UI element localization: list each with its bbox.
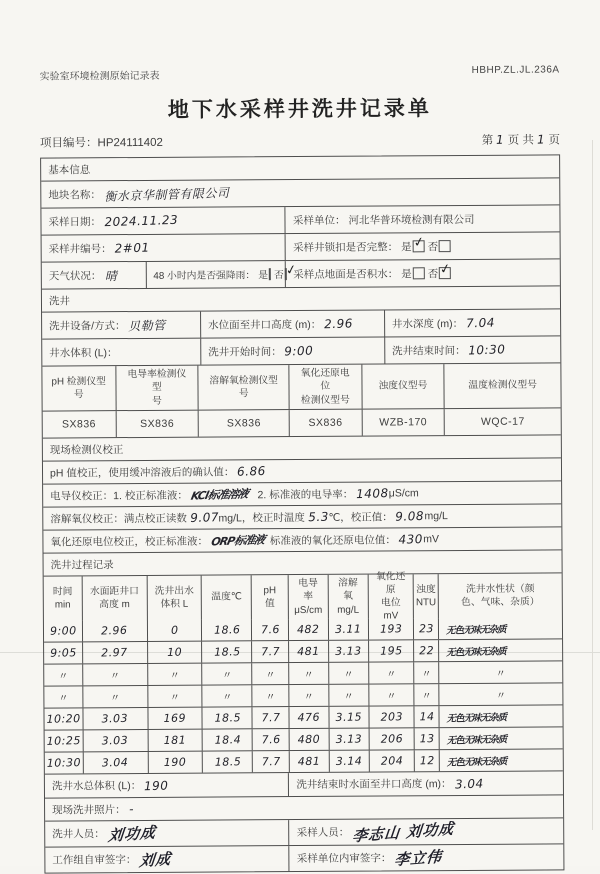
process-cell: 〃 [438,661,562,683]
rain-no-checkbox: ✓ [285,268,287,280]
page-total: 1 [536,132,546,147]
process-table-row [44,704,562,729]
project-number-label: 项目编号： [39,137,98,150]
rain-yes-checkbox [269,268,271,280]
process-cell: 13 [414,728,439,749]
instrument-model-value: SX836 [115,411,198,438]
process-header-cell: 洗井出水 体积 L [146,576,201,620]
sampler-signature: 李志山 刘功成 [351,819,456,846]
process-header-cell: 电导率 μS/cm [288,575,328,619]
process-cell: 193 [368,618,414,639]
process-cell: 480 [289,729,329,750]
process-cell: 0 [146,620,201,641]
lock-cell: 采样井锁扣是否完整： 是 ✓ 否 [285,232,560,260]
weather-row [42,258,560,288]
wash-section-row [42,285,560,311]
process-cell: 18.4 [202,729,252,750]
device-value: 贝勒管 [128,317,167,334]
self-review-signature: 刘成 [138,849,173,871]
well-no-cell: 采样井编号： 2#01 [48,240,150,256]
photo-value: - [128,801,134,817]
ph-calibration-row: pH 值校正，使用缓冲溶液后的确认值： 6.86 [43,457,561,483]
instrument-model-value: WZB-170 [361,409,444,436]
instrument-header-row [42,362,560,410]
project-row [40,131,560,150]
page-number: 1 [496,132,505,147]
record-form-label: 实验室环境检测原始记录表 [39,70,160,83]
form-title: 地下水采样井洗井记录单 [167,96,432,122]
process-cell: 3.15 [328,707,368,728]
process-cell: 3.04 [83,752,148,773]
end-time-value: 10:30 [468,342,506,358]
process-cell: 10:20 [46,712,81,726]
do-calibration-row: 溶解氧仪校正：满点校正读数 9.07 mg/L，校正时温度 5.3 ℃，校正值： 9.08 mg/L [43,503,561,529]
process-cell: 181 [147,730,202,751]
process-cell: 195 [368,640,414,661]
orp-value: 430 [398,531,424,547]
wash-section-title: 洗井 [48,294,71,308]
process-cell: 〃 [202,663,252,684]
process-cell: 2.96 [82,620,147,641]
doc-code: HBHP.ZL.JL.236A [471,64,560,76]
process-cell: 7.7 [251,641,288,662]
process-cell: 3.13 [328,729,368,750]
process-cell: 3.13 [328,641,368,662]
internal-review-cell: 采样单位内审签字： 李立伟 [289,844,564,871]
process-cell: 〃 [82,664,147,685]
process-cell: 无色无味无杂质 [439,727,563,749]
process-cell: 18.5 [202,751,252,772]
weather-cell: 天气状况： 晴 [48,268,118,283]
process-section-title: 洗井过程记录 [50,558,114,572]
internal-review-signature: 李立伟 [393,847,444,870]
self-review-cell: 工作组自审签字： 刘成 [45,846,289,872]
end-level-cell: 洗井结束时水面至井口高度 (m)： 3.04 [288,771,563,796]
rain-cell: 48 小时内是否强降雨： 是 否 ✓ [145,261,285,288]
water-level-value: 2.96 [324,316,354,332]
volume-times-row [42,335,560,365]
process-cell: 7.6 [252,729,289,750]
calibration-section-title: 现场检测仪校正 [49,443,124,457]
process-header-cell: 温度℃ [201,575,251,619]
lock-yes-checkbox: ✓ [413,240,425,252]
sample-date-value: 2024.11.23 [103,212,178,230]
orp-calibration-row: 氧化还原电位校正，校正标准液： ORP标准液 标准液的氧化还原电位值： 430 mV [43,526,561,552]
date-org-row [41,204,559,234]
process-cell: 18.5 [202,641,252,662]
process-cell: 476 [288,707,328,728]
process-cell: 〃 [82,686,147,707]
process-cell: 9:05 [49,646,77,660]
process-cell: 9:00 [49,624,77,638]
sampler-cell: 采样人员： 李志山 刘功成 [289,818,564,845]
signature-row [45,843,563,872]
do-reading-value: 9.07 [189,510,219,526]
process-cell: 〃 [202,685,252,706]
process-header-cell: pH 值 [251,575,288,619]
lock-no-checkbox [439,240,451,252]
ponding-no-checkbox: ✓ [439,267,451,279]
process-cell: 〃 [288,685,328,706]
process-header-cell: 溶解氧 mg/L [327,575,367,619]
instrument-model-row [43,407,561,437]
process-cell: 〃 [368,684,414,705]
well-volume-cell: 井水体积 (L)： [49,346,118,360]
process-cell: 204 [368,750,414,771]
process-header-cell: 水面距井口 高度 m [81,576,146,620]
process-cell: 无色无味无杂质 [439,705,563,727]
weather-value: 晴 [104,268,118,283]
ponding-yes-checkbox [413,267,425,279]
scan-edge-line [592,140,593,830]
ph-calibration-value: 6.86 [237,463,267,479]
start-time-cell: 洗井开始时间： 9:00 [200,337,384,364]
process-cell: 3.14 [329,751,369,772]
orp-standard-value: ORP标准液 [209,533,266,549]
process-cell: 169 [147,708,202,729]
process-cell: 〃 [147,686,202,707]
process-cell: 3.03 [82,708,147,729]
start-time-value: 9:00 [284,343,314,359]
process-cell: 2.97 [82,642,147,663]
process-cell: 206 [368,728,414,749]
process-cell: 〃 [252,685,289,706]
process-table-header [44,572,562,620]
process-cell: 无色无味无杂质 [438,617,562,639]
totals-row [45,770,563,797]
process-cell: 481 [289,751,329,772]
process-cell: 3.11 [328,619,368,640]
process-cell: 7.7 [252,751,289,772]
process-header-cell: 洗井水性状（颜 色、气味、杂质） [438,573,562,618]
washer-signature: 刘功成 [106,823,157,845]
sample-org-value: 河北华普环境检测有限公司 [348,213,475,227]
process-cell: 190 [147,752,202,773]
water-level-cell: 水位面至井口高度 (m)： 2.96 [200,310,384,337]
instrument-model-value: WQC-17 [444,408,561,435]
end-level-value: 3.04 [454,776,484,791]
instrument-header-cell: 浊度仪型号 [361,364,444,409]
process-table-body [44,617,563,773]
process-cell: 18.5 [202,707,252,728]
do-calibration-value: 9.08 [395,508,425,524]
instrument-header-cell: 电导率检测仪型 号 [115,366,198,411]
well-depth-cell: 井水深度 (m)： 7.04 [384,309,560,336]
process-cell: 〃 [368,662,414,683]
process-cell: 203 [368,706,414,727]
wellno-lock-row [42,231,560,261]
process-cell: 〃 [288,663,328,684]
do-temp-value: 5.3 [307,509,329,525]
total-volume-cell: 洗井水总体积 (L)： 190 [51,778,169,793]
process-table-row [45,726,563,751]
process-cell: 无色无味无杂质 [438,639,562,661]
end-time-cell: 洗井结束时间： 10:30 [384,336,560,363]
well-no-value: 2#01 [114,240,150,256]
process-cell: 〃 [251,663,288,684]
process-cell: 22 [413,640,438,661]
form-table [40,154,564,873]
instrument-model-value: SX836 [289,410,362,436]
process-cell: 〃 [328,685,368,706]
process-cell: 〃 [147,664,202,685]
process-cell: 7.6 [251,619,288,640]
process-table-row [44,638,562,663]
process-cell: 12 [414,750,439,771]
photo-row [45,794,563,820]
process-cell: 〃 [328,663,368,684]
process-table-row [45,748,563,773]
process-cell: 481 [288,641,328,662]
instrument-model-value: SX836 [61,418,97,431]
total-volume-value: 190 [143,778,169,793]
instrument-header-cell: 氧化还原电位 检测仪型号 [288,365,361,409]
instrument-header-cell: 温度检测仪型号 [444,363,561,408]
basic-info-section-title: 基本信息 [48,163,91,177]
process-table-row [44,682,562,707]
process-section-row [44,549,562,575]
process-header-cell: 氧化还原 电位 mV [367,574,413,618]
washer-cell: 洗井人员： 刘功成 [45,820,289,846]
basic-info-section-row [41,155,559,180]
document-header [40,64,560,82]
page-indicator: 第 1 页 共 1 页 [481,132,561,147]
photo-cell: 现场洗井照片： - [52,801,134,817]
conductivity-standard-value: KCl标准溶液 [189,487,249,503]
ponding-cell: 采样点地面是否积水： 是 否 ✓ [285,259,560,287]
process-cell: 〃 [58,693,69,705]
process-header-cell: 浊度 NTU [413,574,438,618]
process-cell: 〃 [413,662,438,683]
process-table-row [44,660,562,685]
sample-date-cell: 采样日期： 2024.11.23 [48,212,178,230]
conductivity-value: 1408 [355,486,389,502]
site-name-cell: 地块名称： 衡水京华制管有限公司 [48,185,230,204]
project-number-value: HP24111402 [97,136,163,150]
calibration-section-row [43,434,561,460]
process-cell: 10:30 [46,756,81,770]
sample-org-cell: 采样单位： 河北华普环境检测有限公司 [285,205,560,233]
process-cell: 10 [147,642,202,663]
project-number [40,134,163,151]
personnel-row [45,817,563,846]
site-name-value: 衡水京华制管有限公司 [103,185,230,204]
process-cell: 14 [414,706,439,727]
device-level-depth-row [42,308,560,338]
process-header-cell: 时间 min [52,586,73,611]
process-table-row [44,617,562,641]
well-depth-value: 7.04 [465,315,496,331]
process-cell: 〃 [58,671,69,683]
instrument-header-cell: 溶解氧检测仪型号 [198,365,289,410]
process-cell: 〃 [438,683,562,705]
process-cell: 482 [288,619,328,640]
process-cell: 3.03 [82,730,147,751]
device-cell: 洗井设备/方式： 贝勒管 [49,317,167,334]
process-cell: 18.6 [201,619,251,640]
process-cell: 无色无味无杂质 [439,749,563,771]
process-cell: 23 [413,618,438,639]
instrument-header-cell: pH 检测仪型号 [51,375,106,401]
instrument-model-value: SX836 [198,410,289,437]
form-content [40,64,565,873]
process-cell: 〃 [414,684,439,705]
process-cell: 10:25 [46,734,81,748]
site-name-row [41,177,559,207]
conductivity-calibration-row: 电导仪校正：1. 校正标准液： KCl标准溶液 2. 标准液的电导率： 1408 μS/cm [43,480,561,506]
process-cell: 7.7 [252,707,289,728]
